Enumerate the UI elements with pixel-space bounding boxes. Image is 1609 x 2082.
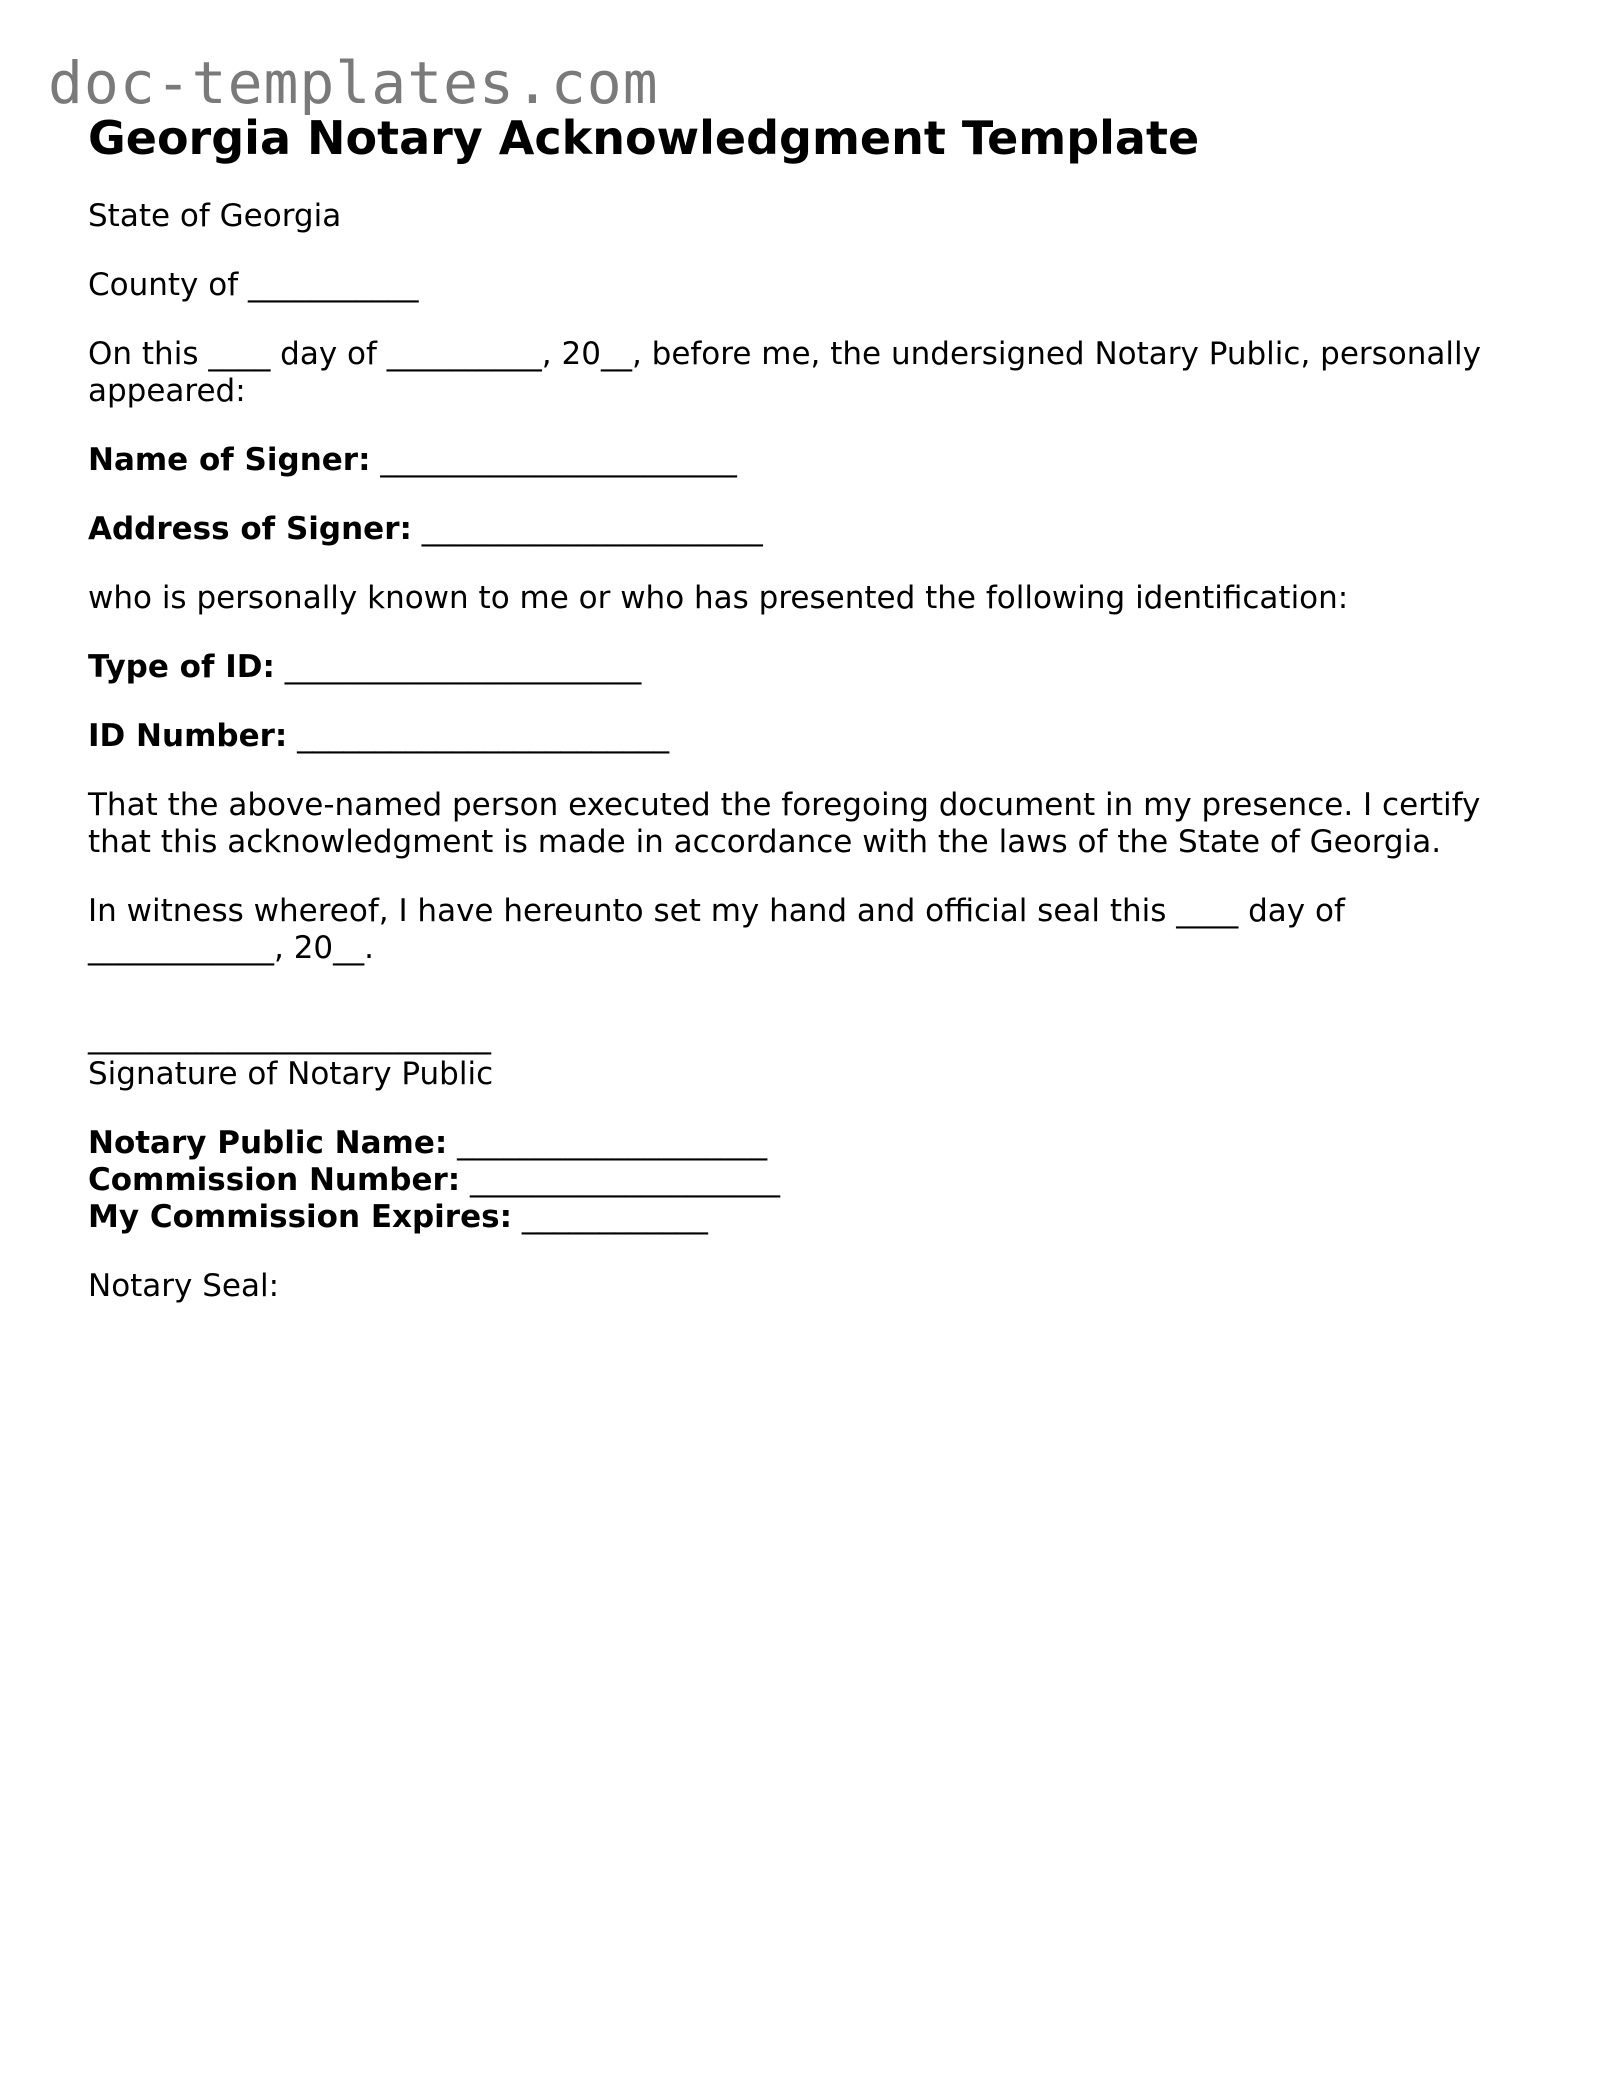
intro-paragraph: On this ____ day of __________, 20__, before me, the undersigned Notary Public, personally appeared: — [88, 336, 1481, 409]
commission-number-blank: ____________________ — [470, 1162, 781, 1198]
id-type-blank: _______________________ — [284, 649, 642, 685]
signer-name-blank: _______________________ — [380, 442, 737, 478]
commission-number-label: Commission Number: — [88, 1162, 461, 1198]
signer-address-field — [88, 511, 1528, 548]
id-number-label: ID Number: — [88, 718, 288, 754]
signature-caption: Signature of Notary Public — [88, 1056, 494, 1092]
state-line: State of Georgia — [88, 198, 342, 234]
commission-expires-label: My Commission Expires: — [88, 1199, 512, 1235]
signer-address-label: Address of Signer: — [88, 511, 412, 547]
notary-info-block — [88, 1125, 1528, 1236]
signature-block — [88, 1019, 1528, 1093]
notary-name-field — [88, 1125, 1528, 1162]
signature-line: __________________________ — [88, 1019, 491, 1055]
id-number-blank: ________________________ — [297, 718, 670, 754]
identification-line: who is personally known to me or who has presented the following identification: — [88, 580, 1349, 616]
id-type-label: Type of ID: — [88, 649, 275, 685]
id-number-field — [88, 718, 1528, 755]
witness-paragraph: In witness whereof, I have hereunto set my hand and official seal this ____ day of ____________, 20__. — [88, 893, 1345, 966]
commission-expires-field — [88, 1199, 1528, 1236]
notary-name-blank: ____________________ — [457, 1125, 768, 1161]
certify-paragraph: That the above-named person executed the foregoing document in my presence. I certify that this acknowledgment is made in accordance with the laws of the State of Georgia. — [88, 787, 1481, 860]
signer-name-label: Name of Signer: — [88, 442, 371, 478]
notary-seal-label: Notary Seal: — [88, 1268, 280, 1304]
document-page — [88, 108, 1528, 1305]
county-line: County of ___________ — [88, 267, 419, 303]
notary-name-label: Notary Public Name: — [88, 1125, 448, 1161]
document-title: Georgia Notary Acknowledgment Template — [88, 111, 1200, 165]
commission-expires-blank: ____________ — [521, 1199, 708, 1235]
signer-name-field — [88, 442, 1528, 479]
id-type-field — [88, 649, 1528, 686]
signer-address-blank: ______________________ — [421, 511, 763, 547]
commission-number-field — [88, 1162, 1528, 1199]
watermark: doc-templates.com — [48, 49, 659, 117]
